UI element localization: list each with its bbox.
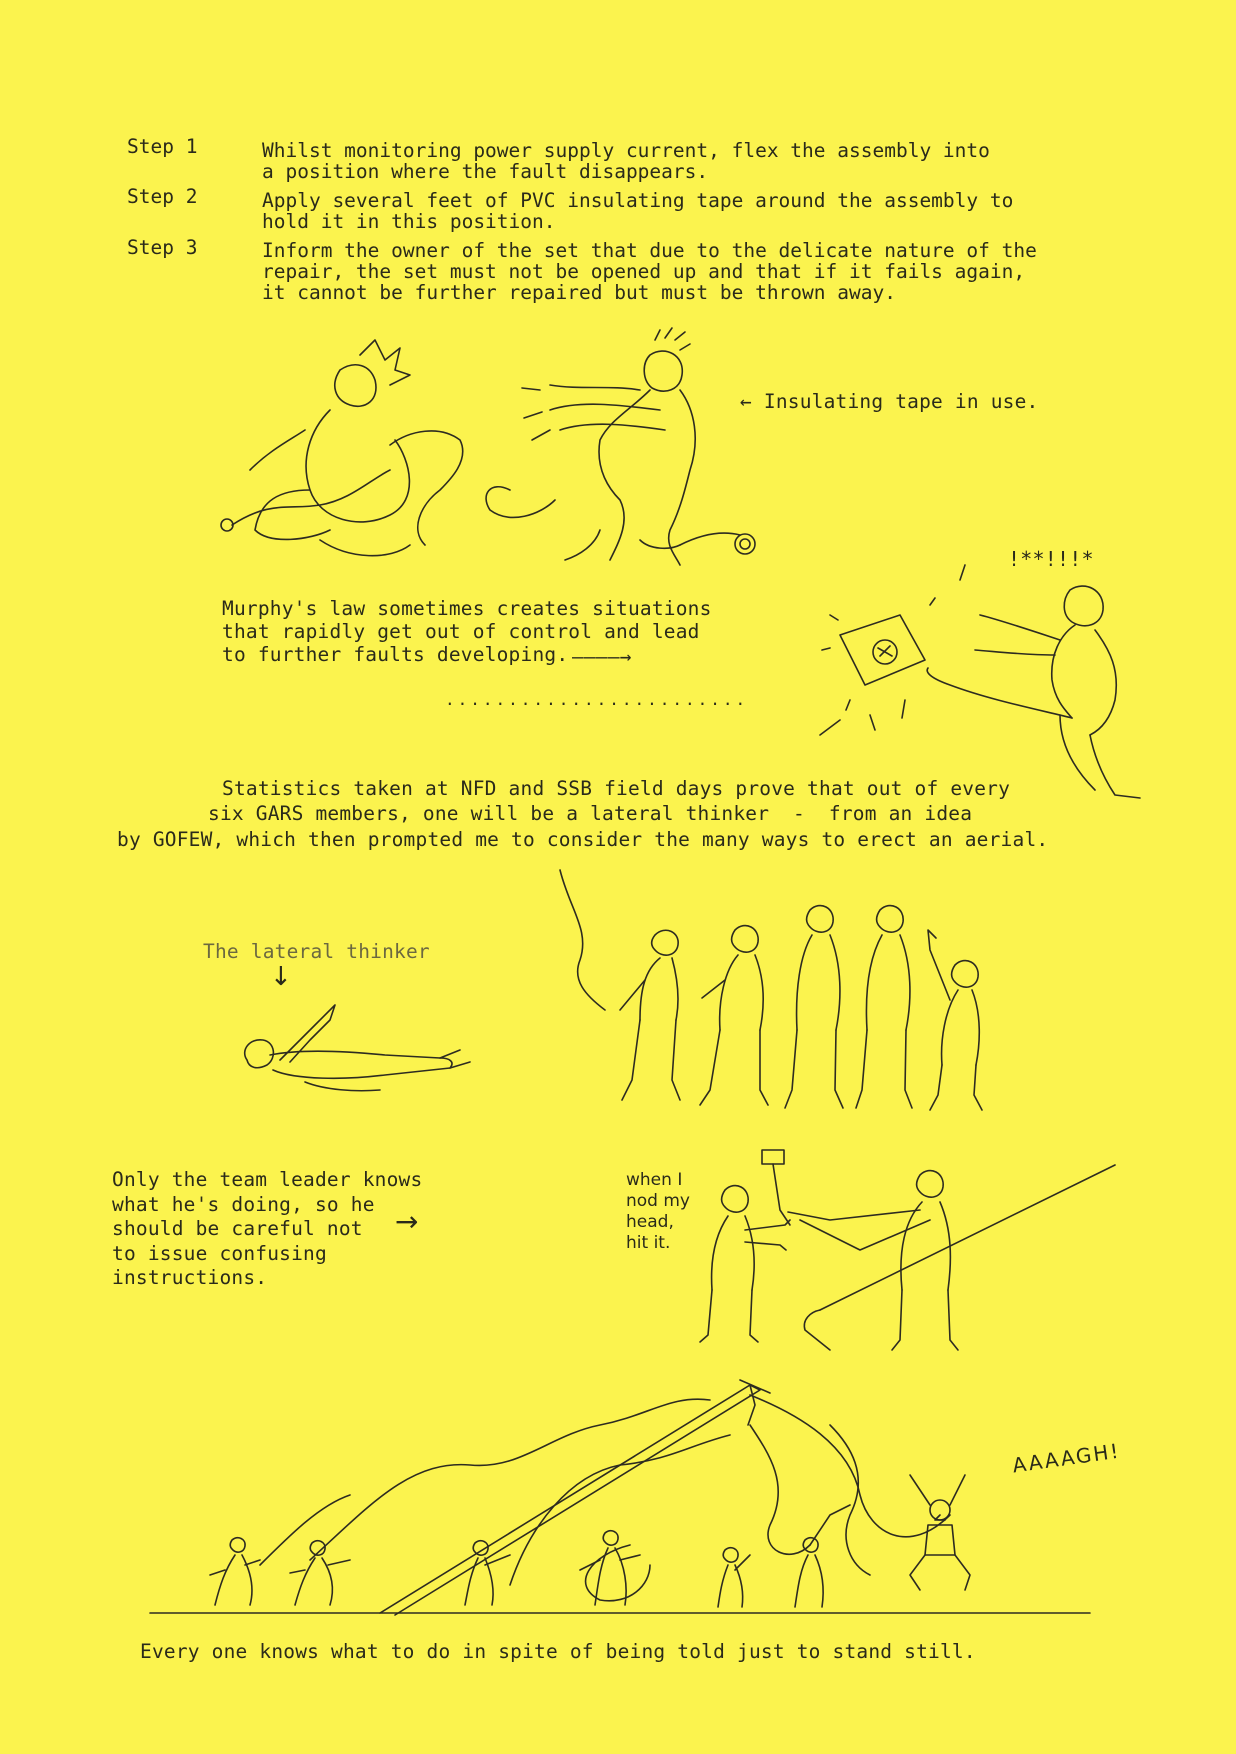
murphys-law-caption: Murphy's law sometimes creates situations that rapidly get out of control and lead to further faults developing. [222, 597, 712, 666]
group-of-members-drawing [560, 870, 1000, 1120]
step-3-label: Step 3 [127, 236, 198, 259]
step-1-label: Step 1 [127, 135, 198, 158]
step-1-text: Whilst monitoring power supply current, flex the assembly into a position where the fault disappears. [262, 139, 990, 183]
insulating-tape-cartoon [210, 330, 770, 590]
aerial-chaos-cartoon [150, 1365, 1110, 1650]
statistics-line-3: by GOFEW, which then prompted me to consider the many ways to erect an aerial. [117, 828, 1049, 851]
hammer-cartoon [690, 1150, 1130, 1350]
step-3-text: Inform the owner of the set that due to the delicate nature of the repair, the set must not be opened up and that if it fails again, it cannot be further repaired but must be thrown away. [262, 239, 1037, 304]
team-leader-caption: Only the team leader knows what he's doing, so he should be careful not to issue confusing instructions. [112, 1168, 423, 1289]
statistics-line-2: six GARS members, one will be a lateral thinker - from an idea [208, 802, 973, 825]
lateral-thinker-label: The lateral thinker [203, 940, 430, 963]
step-2-text: Apply several feet of PVC insulating tape around the assembly to hold it in this position. [262, 189, 1014, 233]
shout-text: AAAAGH! [1010, 1438, 1122, 1478]
final-caption: Every one knows what to do in spite of being told just to stand still. [140, 1640, 976, 1663]
lying-figure-drawing [235, 1000, 525, 1110]
murphys-law-arrow: ————→ [572, 645, 632, 668]
speech-text: when I nod my head, hit it. [626, 1170, 690, 1253]
statistics-line-1: Statistics taken at NFD and SSB field days prove that out of every [222, 777, 1011, 800]
insulating-tape-caption: ← Insulating tape in use. [740, 390, 1039, 413]
team-leader-arrow: → [395, 1205, 419, 1238]
lateral-thinker-arrow: ↓ [270, 962, 292, 992]
step-2-label: Step 2 [127, 185, 198, 208]
dotted-line: ........................ [445, 690, 749, 709]
kicking-cartoon [810, 560, 1140, 810]
exclamation-text: !**!!!* [1008, 547, 1094, 571]
